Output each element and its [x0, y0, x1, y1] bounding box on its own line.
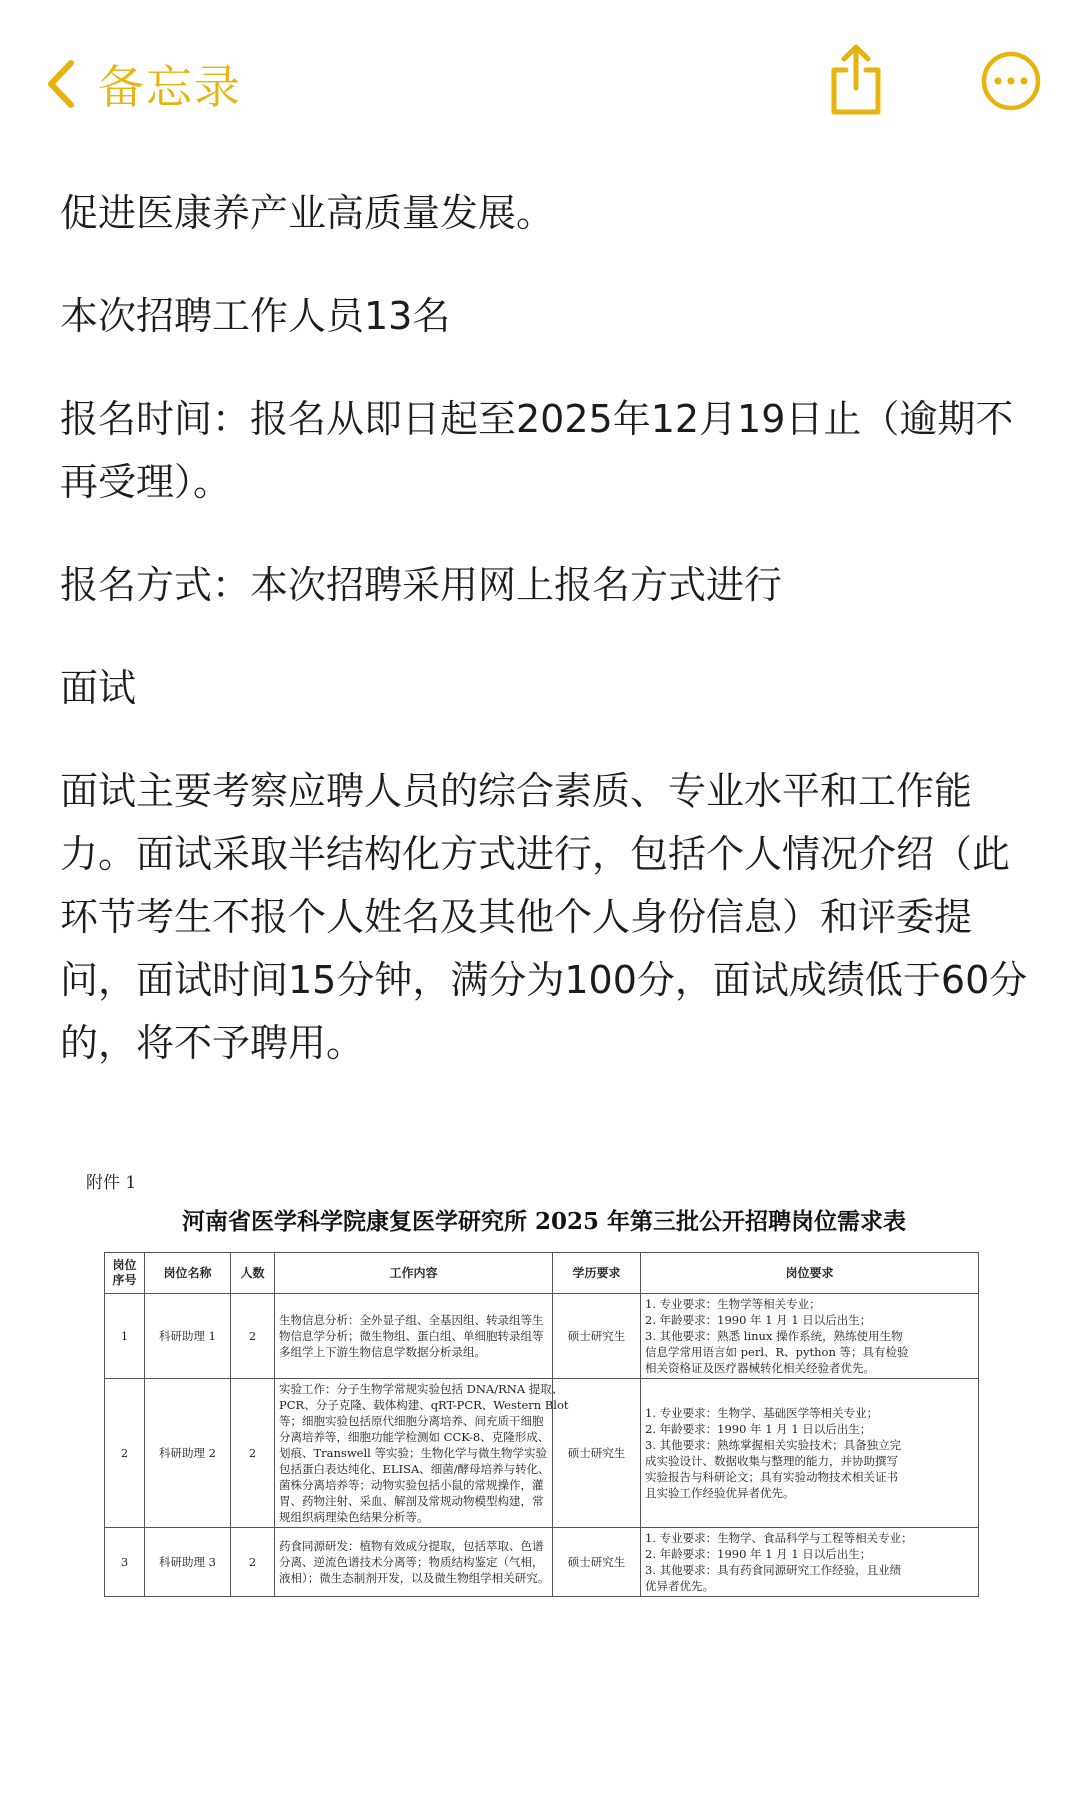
cell-seq: 2 — [105, 1379, 145, 1528]
attachment-title: 河南省医学科学院康复医学研究所 2025 年第三批公开招聘岗位需求表 — [181, 1208, 907, 1235]
cell-name: 科研助理 1 — [145, 1294, 231, 1379]
cell-line: 1. 专业要求：生物学、基础医学等相关专业； — [645, 1406, 879, 1420]
cell-line: 信息学常用语言如 perl、R、python 等；具有检验 — [645, 1345, 909, 1359]
cell-line: 2. 年龄要求：1990 年 1 月 1 日以后出生； — [645, 1547, 872, 1561]
cell-line: 实验报告与科研论文；具有实验动物技术相关证书 — [645, 1470, 898, 1484]
share-icon[interactable] — [824, 42, 888, 118]
header-seq: 岗位 序号 — [105, 1253, 145, 1294]
back-label: 备忘录 — [98, 60, 242, 114]
attachment-label: 附件 1 — [86, 1173, 137, 1193]
note-body[interactable] — [60, 182, 1030, 1115]
header-content: 工作内容 — [275, 1253, 553, 1294]
cell-line: 分离培养等，细胞功能学检测如 CCK-8、克隆形成、 — [279, 1430, 550, 1444]
cell-line: 相关资格证及医疗器械转化相关经验者优先。 — [645, 1361, 875, 1375]
cell-line: 规组织病理染色结果分析等。 — [279, 1510, 429, 1524]
header-name: 岗位名称 — [145, 1253, 231, 1294]
requirements-table — [104, 1252, 979, 1597]
cell-req — [641, 1379, 979, 1528]
table-row — [105, 1528, 979, 1597]
cell-edu: 硕士研究生 — [553, 1379, 641, 1528]
cell-line: 2. 年龄要求：1990 年 1 月 1 日以后出生； — [645, 1422, 872, 1436]
chevron-left-icon — [44, 58, 78, 110]
cell-line: 3. 其他要求：熟练掌握相关实验技术；具备独立完 — [645, 1438, 902, 1452]
note-paragraph: 面试 — [60, 666, 137, 710]
cell-line: 多组学上下游生物信息学数据分析录组。 — [279, 1345, 486, 1359]
cell-line: 3. 其他要求：熟悉 linux 操作系统，熟练使用生物 — [645, 1329, 903, 1343]
back-button[interactable] — [44, 56, 242, 112]
cell-content — [275, 1528, 553, 1597]
cell-count: 2 — [231, 1294, 275, 1379]
cell-line: PCR、分子克隆、载体构建、qRT-PCR、Western Blot — [279, 1398, 569, 1412]
cell-count: 2 — [231, 1528, 275, 1597]
cell-line: 优异者优先。 — [645, 1579, 714, 1593]
note-paragraph: 报名方式：本次招聘采用网上报名方式进行 — [60, 563, 783, 607]
cell-content — [275, 1379, 569, 1528]
cell-line: 包括蛋白表达纯化、ELISA、细菌/酵母培养与转化、 — [279, 1462, 550, 1476]
cell-line: 药食同源研发：植物有效成分提取，包括萃取、色谱 — [279, 1539, 544, 1553]
header-count: 人数 — [231, 1253, 275, 1294]
more-icon[interactable] — [980, 50, 1042, 112]
cell-line: 1. 专业要求：生物学等相关专业； — [645, 1297, 821, 1311]
note-paragraph: 面试主要考察应聘人员的综合素质、专业水平和工作能力。面试采取半结构化方式进行，包括个人情况介绍（此环节考生不报个人姓名及其他个人身份信息）和评委提问，面试时间15分钟，满分为100分，面试成绩低于60分的，将不予聘用。 — [60, 769, 1028, 1065]
cell-content — [275, 1294, 553, 1379]
cell-line: 液相）；微生态制剂开发，以及微生物组学相关研究。 — [279, 1571, 550, 1585]
cell-line: 1. 专业要求：生物学、食品科学与工程等相关专业； — [645, 1531, 913, 1545]
cell-edu: 硕士研究生 — [553, 1528, 641, 1597]
cell-line: 菌株分离培养等；动物实验包括小鼠的常规操作，灌 — [279, 1478, 544, 1492]
navigation-bar — [0, 0, 1080, 170]
cell-line: 物信息学分析；微生物组、蛋白组、单细胞转录组等 — [279, 1329, 544, 1343]
table-row — [105, 1379, 979, 1528]
cell-line: 分离、逆流色谱技术分离等；物质结构鉴定（气相， — [279, 1555, 544, 1569]
cell-line: 实验工作：分子生物学常规实验包括 DNA/RNA 提取、 — [279, 1382, 564, 1396]
table-header-row — [105, 1253, 979, 1294]
cell-line: 成实验设计、数据收集与整理的能力，并协助撰写 — [645, 1454, 898, 1468]
header-edu: 学历要求 — [553, 1253, 641, 1294]
note-paragraph: 促进医康养产业高质量发展。 — [60, 191, 555, 235]
cell-edu: 硕士研究生 — [553, 1294, 641, 1379]
cell-count: 2 — [231, 1379, 275, 1528]
cell-line: 3. 其他要求：具有药食同源研究工作经验，且业绩 — [645, 1563, 902, 1577]
cell-seq: 1 — [105, 1294, 145, 1379]
cell-req — [641, 1294, 979, 1379]
cell-line: 且实验工作经验优异者优先。 — [645, 1486, 795, 1500]
cell-line: 生物信息分析：全外显子组、全基因组、转录组等生 — [279, 1313, 544, 1327]
cell-line: 等；细胞实验包括原代细胞分离培养、间充质干细胞 — [279, 1414, 544, 1428]
cell-name: 科研助理 2 — [145, 1379, 231, 1528]
cell-line: 胃、药物注射、采血、解剖及常规动物模型构建，常 — [279, 1494, 544, 1508]
cell-req — [641, 1528, 979, 1597]
cell-line: 2. 年龄要求：1990 年 1 月 1 日以后出生； — [645, 1313, 872, 1327]
table-row — [105, 1294, 979, 1379]
attachment-image[interactable] — [86, 1168, 984, 1658]
cell-name: 科研助理 3 — [145, 1528, 231, 1597]
cell-seq: 3 — [105, 1528, 145, 1597]
header-req: 岗位要求 — [641, 1253, 979, 1294]
cell-line: 划痕、Transwell 等实验；生物化学与微生物学实验 — [279, 1446, 547, 1460]
note-paragraph: 报名时间：报名从即日起至2025年12月19日止（逾期不再受理）。 — [60, 397, 1014, 504]
note-paragraph: 本次招聘工作人员13名 — [60, 294, 451, 338]
